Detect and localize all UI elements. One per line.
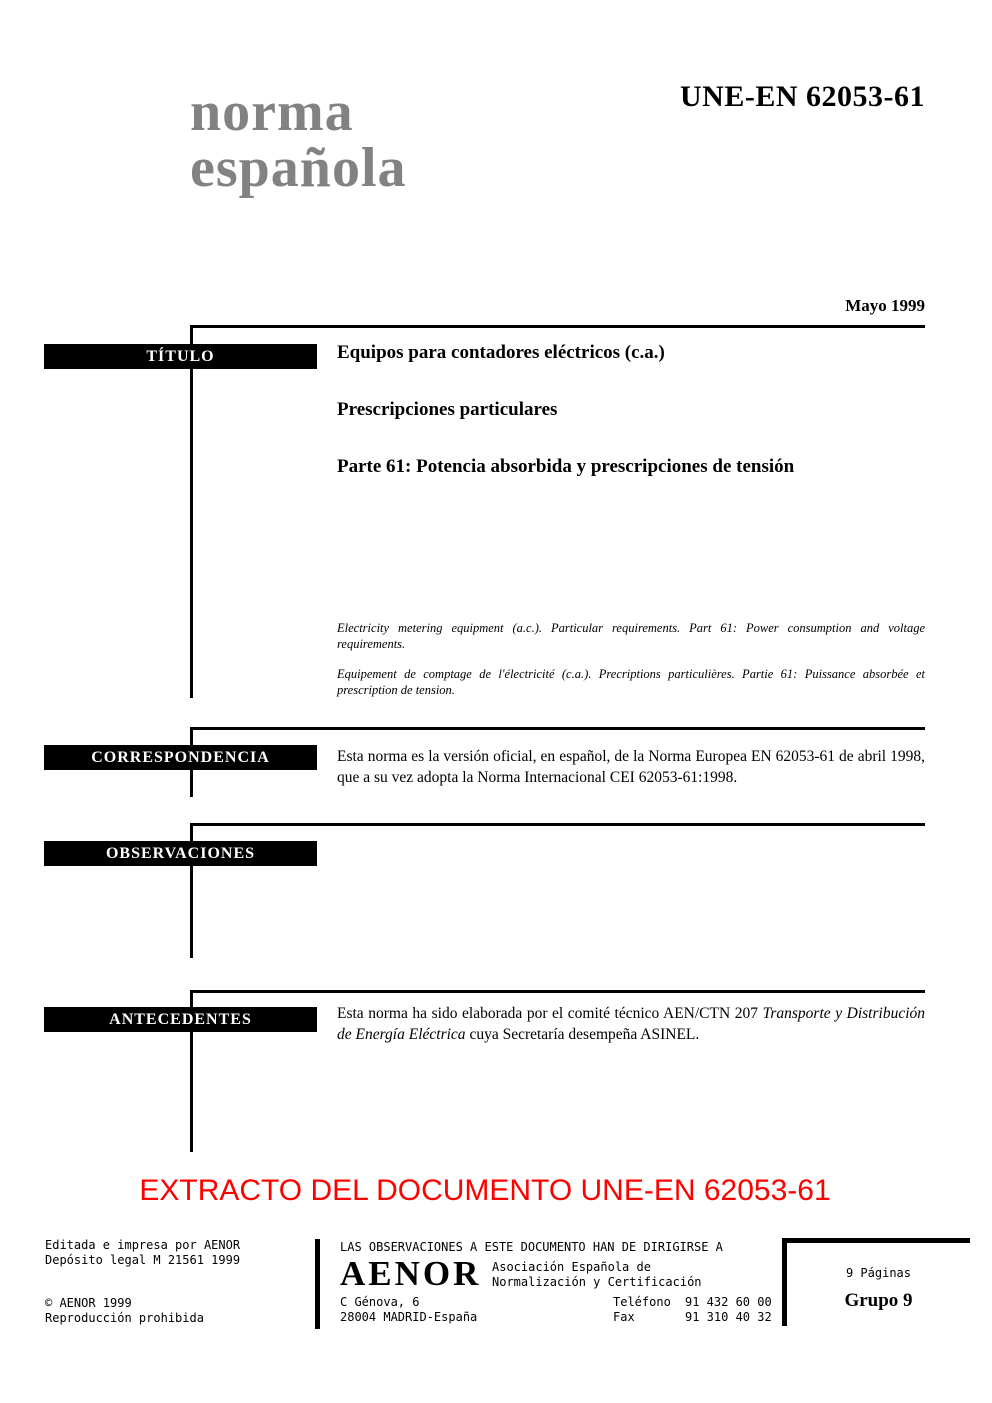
address-block — [340, 1295, 477, 1325]
aenor-logo: AENOR — [340, 1254, 482, 1293]
group-label: Grupo 9 — [844, 1290, 913, 1311]
pages-count: 9 Páginas — [845, 1266, 912, 1280]
address-line-1: C Génova, 6 — [340, 1295, 420, 1309]
titulo-line-2: Prescripciones particulares — [337, 399, 558, 420]
phone-number: 91 432 60 00 — [685, 1295, 772, 1309]
titulo-line-1: Equipos para contadores eléctricos (c.a.) — [337, 342, 665, 363]
phone-row — [613, 1295, 772, 1310]
antecedentes-body-prefix: Esta norma ha sido elaborada por el comité técnico AEN/CTN 207 — [337, 1005, 763, 1022]
titulo-body — [337, 341, 925, 512]
antecedentes-body-italic: Transporte y Distribución de Energía Eléctrica — [337, 1005, 926, 1043]
observaciones-label-box — [44, 841, 317, 866]
antecedentes-label: ANTECEDENTES — [109, 1010, 252, 1028]
fax-row — [613, 1310, 772, 1325]
publisher-line-2: Depósito legal M 21561 1999 — [45, 1253, 241, 1267]
brand-line-2: española — [190, 137, 407, 199]
titulo-section-vertical-rule — [190, 325, 193, 698]
copyright-block — [45, 1296, 204, 1326]
contact-block — [613, 1295, 772, 1325]
observations-notice: LAS OBSERVACIONES A ESTE DOCUMENTO HAN DE DIRIGIRSE A — [340, 1240, 723, 1254]
extracto-banner: EXTRACTO DEL DOCUMENTO UNE-EN 62053-61 — [139, 1174, 831, 1207]
titulo-label: TÍTULO — [146, 347, 215, 365]
titulo-section-rule — [190, 325, 925, 328]
correspondencia-label: CORRESPONDENCIA — [91, 748, 270, 766]
fax-label: Fax — [613, 1310, 635, 1324]
issue-date: Mayo 1999 — [845, 296, 925, 315]
phone-label: Teléfono — [613, 1295, 671, 1309]
english-abstract: Electricity metering equipment (a.c.). Particular requirements. Part 61: Power consumption and voltage requirements. — [337, 621, 925, 651]
titulo-label-box — [44, 344, 317, 369]
org-name-line-1: Asociación Española de — [492, 1260, 651, 1274]
french-abstract: Equipement de comptage de l'électricité (c.a.). Precriptions particulières. Partie 61: Puissance absorbée et prescription de tension. — [337, 667, 925, 697]
titulo-line-3: Parte 61: Potencia absorbida y prescripciones de tensión — [337, 456, 795, 477]
antecedentes-label-box — [44, 1007, 317, 1032]
antecedentes-section-rule — [190, 990, 925, 993]
correspondencia-label-box — [44, 745, 317, 770]
antecedentes-body — [337, 1003, 925, 1045]
publisher-block — [45, 1238, 240, 1268]
copyright-line-2: Reproducción prohibida — [45, 1311, 204, 1325]
group-box-left-border — [782, 1238, 787, 1326]
copyright-line-1: © AENOR 1999 — [45, 1296, 132, 1310]
observaciones-section-rule — [190, 823, 925, 826]
correspondencia-body: Esta norma es la versión oficial, en español, de la Norma Europea EN 62053-61 de abril 1998, que a su vez adopta la Norma Internacional CEI 62053-61:1998. — [337, 748, 925, 786]
publisher-line-1: Editada e impresa por AENOR — [45, 1238, 241, 1252]
fax-number: 91 310 40 32 — [685, 1310, 772, 1324]
group-box-top-border — [782, 1238, 970, 1243]
abstracts — [337, 620, 925, 712]
document-code: UNE-EN 62053-61 — [680, 80, 925, 113]
brand-line-1: norma — [190, 81, 354, 143]
observaciones-label: OBSERVACIONES — [105, 844, 256, 862]
brand-logotype — [190, 81, 407, 199]
footer-divider-bar — [315, 1239, 320, 1329]
antecedentes-body-suffix: cuya Secretaría desempeña ASINEL. — [465, 1026, 700, 1043]
org-name-line-2: Normalización y Certificación — [492, 1275, 702, 1289]
organization-name — [492, 1260, 702, 1290]
address-line-2: 28004 MADRID-España — [340, 1310, 478, 1324]
correspondencia-section-rule — [190, 727, 925, 730]
